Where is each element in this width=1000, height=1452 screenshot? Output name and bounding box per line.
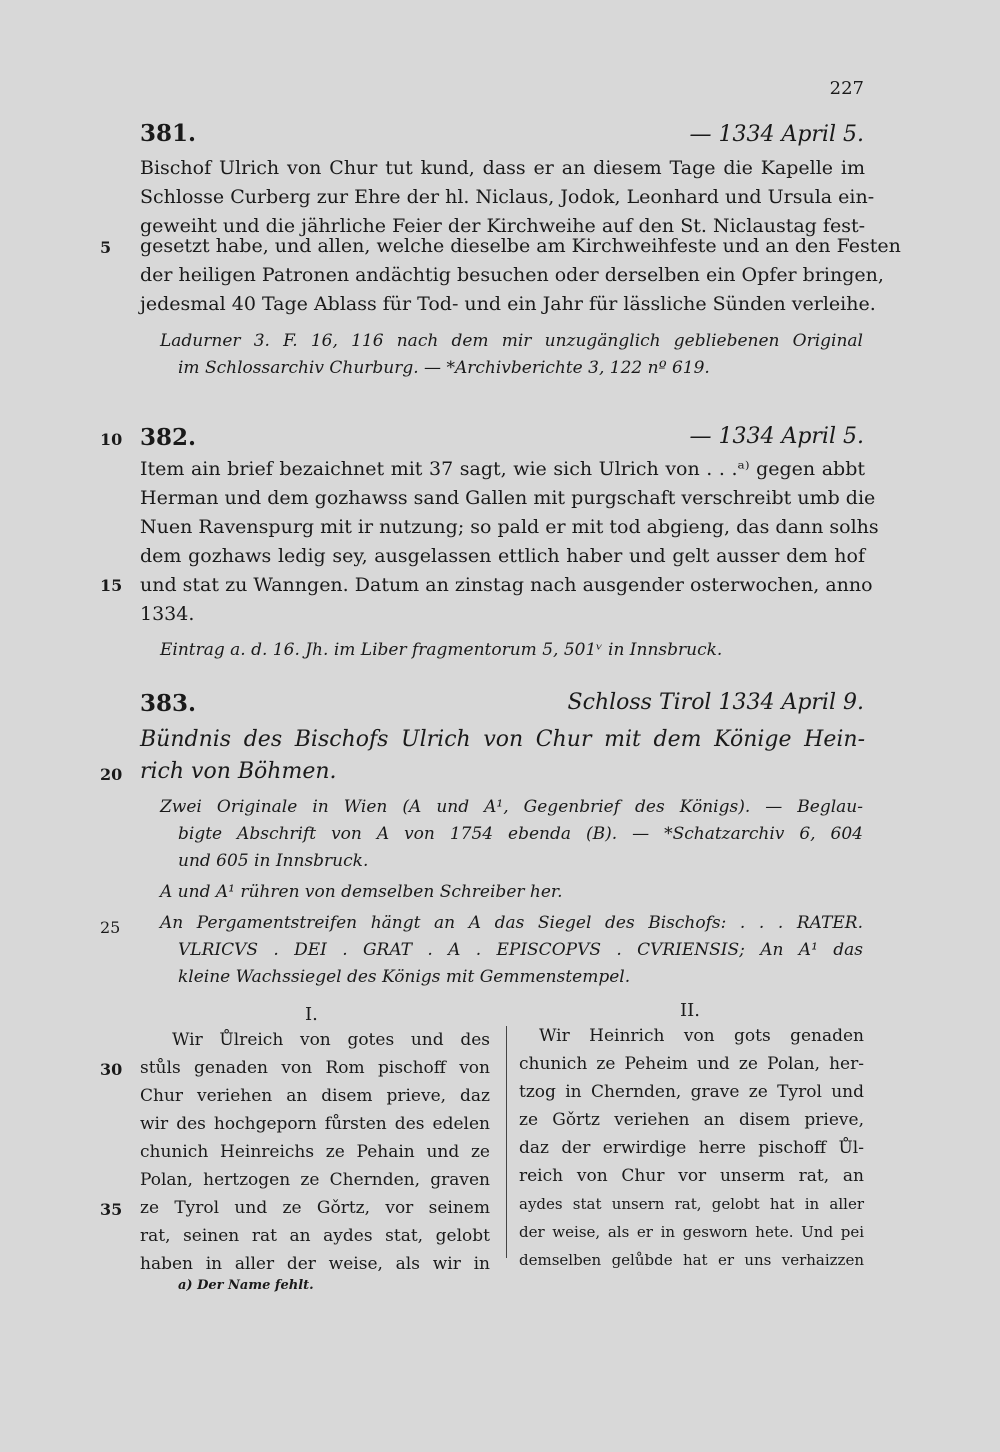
- entry-number-382: 382.: [140, 424, 197, 451]
- entry-382-line: Item ain brief bezaichnet mit 37 sagt, wie sich Ulrich von . . .ᵃ⁾ gegen abbt: [140, 458, 865, 480]
- entry-383-note: A und A¹ rühren von demselben Schreiber her.: [160, 882, 563, 902]
- column-right-line: aydes stat unsern rat, gelobt hat in aller: [519, 1195, 864, 1213]
- entry-381-line: gesetzt habe, und allen, welche dieselbe am Kirchweihfeste und an den Festen: [140, 235, 901, 257]
- entry-381-line: jedesmal 40 Tage Ablass für Tod- und ein Jahr für lässliche Sünden verleihe.: [140, 293, 876, 315]
- line-number: 30: [100, 1060, 123, 1079]
- column-right-line: chunich ze Peheim und ze Polan, her-: [519, 1054, 864, 1074]
- column-right-line: der weise, als er in gesworn hete. Und pei: [519, 1223, 864, 1241]
- entry-383-title: Bündnis des Bischofs Ulrich von Chur mit dem Könige Hein-: [140, 727, 865, 752]
- column-left-line: ze Tyrol und ze Gǒrtz, vor seinem: [140, 1198, 490, 1218]
- entry-number-383: 383.: [140, 690, 197, 717]
- entry-383-seal-note: kleine Wachssiegel des Königs mit Gemmenstempel.: [178, 967, 631, 987]
- column-left-line: stůls genaden von Rom pischoff von: [140, 1058, 490, 1078]
- line-number: 10: [100, 430, 123, 449]
- entry-383-note: bigte Abschrift von A von 1754 ebenda (B). — *Schatzarchiv 6, 604: [178, 824, 863, 844]
- column-left-line: chunich Heinreichs ze Pehain und ze: [140, 1142, 490, 1162]
- entry-382-line: Nuen Ravenspurg mit ir nutzung; so pald er mit tod abgieng, das dann solhs: [140, 516, 879, 538]
- column-right-line: reich von Chur vor unserm rat, an: [519, 1166, 864, 1186]
- entry-381-note: im Schlossarchiv Churburg. — *Archivberichte 3, 122 nº 619.: [178, 358, 710, 378]
- entry-382-note: Eintrag a. d. 16. Jh. im Liber fragmentorum 5, 501ᵛ in Innsbruck.: [160, 640, 723, 660]
- entry-382-line: 1334.: [140, 603, 195, 625]
- column-right-line: daz der erwirdige herre pischoff Ůl-: [519, 1138, 864, 1158]
- entry-381-line: der heiligen Patronen andächtig besuchen oder derselben ein Opfer bringen,: [140, 264, 884, 286]
- column-right-line: Wir Heinrich von gots genaden: [539, 1026, 864, 1046]
- column-left-line: Chur veriehen an disem prieve, daz: [140, 1086, 490, 1106]
- entry-date-382: — 1334 April 5.: [689, 424, 864, 449]
- column-left-line: Wir Ůlreich von gotes und des: [172, 1030, 490, 1050]
- entry-383-title: rich von Böhmen.: [140, 759, 337, 784]
- footnote: a) Der Name fehlt.: [178, 1278, 314, 1293]
- column-right-line: tzog in Chernden, grave ze Tyrol und: [519, 1082, 864, 1102]
- entry-date-381: — 1334 April 5.: [689, 122, 864, 147]
- column-left-line: haben in aller der weise, als wir in: [140, 1254, 490, 1274]
- column-left-line: rat, seinen rat an aydes stat, gelobt: [140, 1226, 490, 1246]
- entry-383-note: Zwei Originale in Wien (A und A¹, Gegenbrief des Königs). — Beglau-: [160, 797, 863, 817]
- page-number: 227: [829, 78, 864, 99]
- column-heading-left: I.: [305, 1004, 318, 1025]
- entry-382-line: und stat zu Wanngen. Datum an zinstag nach ausgender osterwochen, anno: [140, 574, 873, 596]
- entry-383-seal-note: VLRICVS . DEI . GRAT . A . EPISCOPVS . CVRIENSIS; An A¹ das: [178, 940, 863, 960]
- entry-381-note: Ladurner 3. F. 16, 116 nach dem mir unzugänglich gebliebenen Original: [160, 331, 863, 351]
- entry-number-381: 381.: [140, 120, 197, 147]
- line-number: 15: [100, 576, 123, 595]
- entry-381-line: geweiht und die jährliche Feier der Kirchweihe auf den St. Niclaustag fest-: [140, 215, 865, 237]
- entry-381-line: Bischof Ulrich von Chur tut kund, dass er an diesem Tage die Kapelle im: [140, 157, 865, 179]
- column-right-line: ze Gǒrtz veriehen an disem prieve,: [519, 1110, 864, 1130]
- entry-383-seal-note: An Pergamentstreifen hängt an A das Siegel des Bischofs: . . . RATER.: [160, 913, 863, 933]
- entry-381-line: Schlosse Curberg zur Ehre der hl. Niclaus, Jodok, Leonhard und Ursula ein-: [140, 186, 875, 208]
- entry-382-line: Herman und dem gozhawss sand Gallen mit purgschaft verschreibt umb die: [140, 487, 876, 509]
- column-left-line: Polan, hertzogen ze Chernden, graven: [140, 1170, 490, 1190]
- entry-date-383: Schloss Tirol 1334 April 9.: [567, 690, 864, 715]
- column-divider: [506, 1026, 507, 1258]
- line-number: 20: [100, 765, 123, 784]
- line-number: 25: [100, 918, 121, 937]
- line-number: 5: [100, 238, 112, 257]
- column-left-line: wir des hochgeporn fůrsten des edelen: [140, 1114, 490, 1134]
- line-number: 35: [100, 1200, 123, 1219]
- column-right-line: demselben gelůbde hat er uns verhaizzen: [519, 1251, 864, 1269]
- column-heading-right: II.: [680, 1000, 700, 1021]
- entry-383-note: und 605 in Innsbruck.: [178, 851, 369, 871]
- entry-382-line: dem gozhaws ledig sey, ausgelassen ettlich haber und gelt ausser dem hof: [140, 545, 865, 567]
